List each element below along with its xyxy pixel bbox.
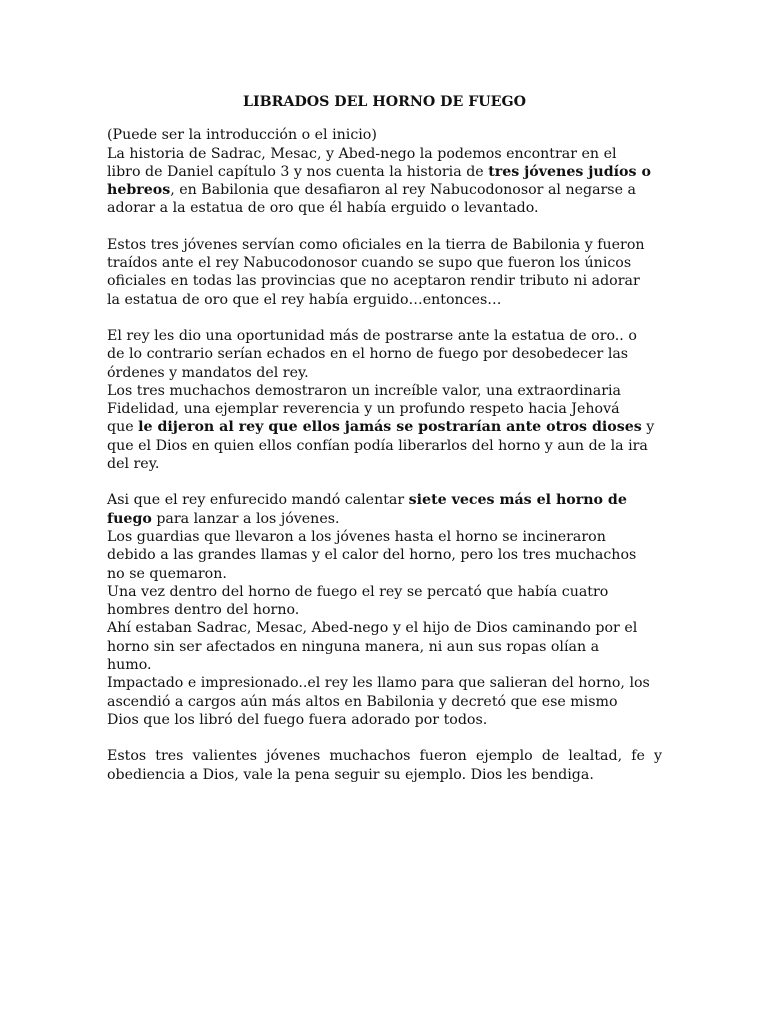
bold-text: fuego [107,510,152,527]
text-line [107,510,662,528]
text-line: ascendió a cargos aún más altos en Babilonia y decretó que ese mismo [107,693,618,710]
text-line: oficiales en todas las provincias que no aceptaron rendir tributo ni adorar [107,273,640,290]
text-line: horno sin ser afectados en ninguna manera, ni aun sus ropas olían a [107,638,600,655]
text-line: Estos tres jóvenes servían como oficiales en la tierra de Babilonia y fueron [107,236,645,253]
paragraph-intro [107,126,662,217]
text-line: (Puede ser la introducción o el inicio) [107,127,377,144]
text-line: Fidelidad, una ejemplar reverencia y un profundo respeto hacia Jehová [107,401,620,418]
paragraph-opportunity [107,327,662,473]
text-run: para lanzar a los jóvenes. [151,510,340,527]
text-run: , en Babilonia que desafiaron al rey Nabucodonosor al negarse a [170,182,636,199]
bold-text: siete veces más el horno de [408,492,627,509]
text-line: El rey les dio una oportunidad más de postrarse ante la estatua de oro.. o [107,327,637,344]
text-line: del rey. [107,456,160,473]
text-line: no se quemaron. [107,565,227,582]
text-line: Estos tres valientes jóvenes muchachos fueron ejemplo de lealtad, fe y [107,748,662,765]
text-line [107,491,662,509]
text-line: adorar a la estatua de oro que él había erguido o levantado. [107,200,539,217]
text-line: de lo contrario serían echados en el horno de fuego por desobedecer las [107,346,629,363]
text-line: órdenes y mandatos del rey. [107,364,309,381]
text-line [107,181,662,199]
document-title: LIBRADOS DEL HORNO DE FUEGO [243,94,526,110]
text-line [107,418,662,436]
bold-text: le dijeron al rey que ellos jamás se postrarían ante otros dioses [138,419,642,436]
bold-text: tres jóvenes judíos o [488,163,651,180]
bold-text: hebreos [107,182,171,199]
text-line: debido a las grandes llamas y el calor del horno, pero los tres muchachos [107,547,637,564]
text-line: hombres dentro del horno. [107,602,300,619]
text-line: Ahí estaban Sadrac, Mesac, Abed-nego y el hijo de Dios caminando por el [107,620,638,637]
text-line: Impactado e impresionado..el rey les llamo para que salieran del horno, los [107,675,650,692]
text-run: que [107,419,139,436]
paragraph-officials [107,236,662,309]
text-line: humo. [107,657,152,674]
paragraph-conclusion [107,747,662,784]
text-run: Asi que el rey enfurecido mandó calentar [107,492,409,509]
text-line: Dios que los libró del fuego fuera adorado por todos. [107,711,488,728]
text-run: y [641,419,655,436]
text-line: Los tres muchachos demostraron un increíble valor, una extraordinaria [107,382,621,399]
text-line: obediencia a Dios, vale la pena seguir su ejemplo. Dios les bendiga. [107,766,594,783]
text-line [107,163,662,181]
text-line: traídos ante el rey Nabucodonosor cuando se supo que fueron los únicos [107,255,632,272]
text-line: que el Dios en quien ellos confían podía liberarlos del horno y aun de la ira [107,437,648,454]
text-run: libro de Daniel capítulo 3 y nos cuenta la historia de [107,163,489,180]
text-line: la estatua de oro que el rey había erguido…entonces… [107,291,502,308]
document-page [107,93,662,802]
text-line: Los guardias que llevaron a los jóvenes hasta el horno se incineraron [107,528,606,545]
text-line: La historia de Sadrac, Mesac, y Abed-nego la podemos encontrar en el [107,145,617,162]
text-line: Una vez dentro del horno de fuego el rey se percató que había cuatro [107,583,609,600]
paragraph-furnace [107,491,662,729]
